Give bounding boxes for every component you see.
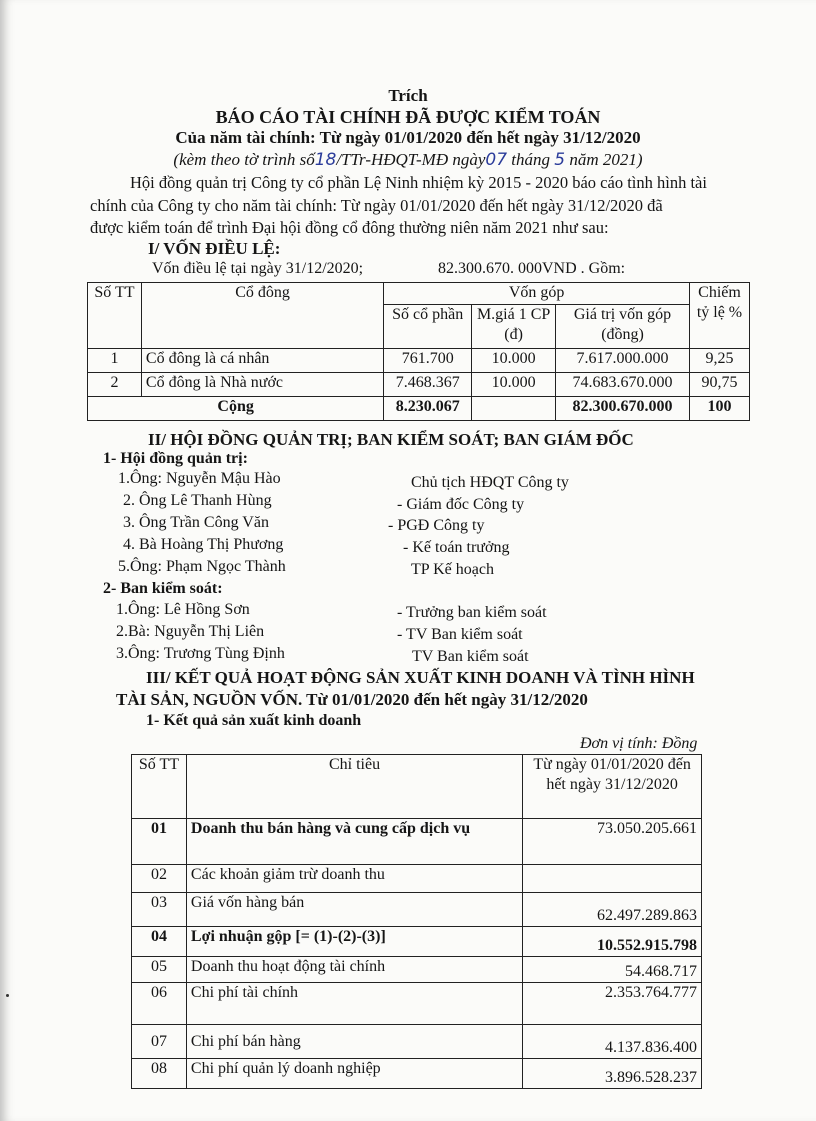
table-row [132, 1025, 702, 1059]
header-period: Từ ngày 01/01/2020 đến hết ngày 31/12/2020 [523, 755, 702, 819]
supervisor-name: 3.Ông: Trương Tùng Định [116, 645, 285, 662]
capital-value: 82.300.670. 000VND . Gồm: [438, 260, 626, 277]
unit-note: Đơn vị tính: Đồng [580, 735, 698, 752]
supervisor-role: - TV Ban kiểm soát [397, 626, 523, 643]
supervisor-name: 2.Bà: Nguyễn Thị Liên [116, 623, 265, 640]
excerpt-label: Trích [388, 86, 428, 105]
section-3-heading-line-2: TÀI SẢN, NGUỒN VỐN. Từ 01/01/2020 đến hết ngày 31/12/2020 [116, 690, 588, 709]
row-stt: 07 [132, 1025, 187, 1059]
supervisor-name: 1.Ông: Lê Hồng Sơn [116, 601, 250, 618]
row-value: 2.353.764.777 [523, 983, 702, 1025]
row-stt: 02 [132, 865, 187, 893]
row-stt: 01 [132, 819, 187, 865]
row-value [523, 865, 702, 893]
total-shares: 8.230.067 [384, 397, 472, 421]
header-stt: Số TT [88, 283, 142, 349]
ref-month: 5 [554, 150, 566, 170]
total-ratio: 100 [689, 397, 749, 421]
row-shares: 7.468.367 [384, 373, 472, 397]
header-shareholder: Cổ đông [141, 283, 383, 349]
total-par-empty [472, 397, 556, 421]
report-title: BÁO CÁO TÀI CHÍNH ĐÃ ĐƯỢC KIỂM TOÁN [215, 107, 601, 127]
header-indicator: Chỉ tiêu [186, 755, 522, 819]
table-row [132, 1059, 702, 1089]
intro-line-3: được kiểm toán để trình Đại hội đồng cổ đông thường niên năm 2021 như sau: [90, 218, 609, 237]
row-stt: 05 [132, 957, 187, 983]
ref-prefix: (kèm theo tờ trình số [173, 150, 315, 169]
total-label: Cộng [88, 397, 384, 421]
row-indicator: Chi phí bán hàng [186, 1025, 522, 1059]
row-value: 74.683.670.000 [556, 373, 690, 397]
table-row [132, 819, 702, 865]
ref-month-label: tháng [507, 150, 555, 169]
ref-mid: /TTr-HĐQT-MĐ ngày [336, 150, 486, 169]
scan-speck [6, 994, 9, 997]
table-row [132, 983, 702, 1025]
board-member-role: - PGĐ Công ty [388, 517, 485, 534]
report-subtitle: Của năm tài chính: Từ ngày 01/01/2020 đến hết ngày 31/12/2020 [175, 128, 641, 147]
row-par-value: 10.000 [472, 349, 556, 373]
board-member-name: 1.Ông: Nguyễn Mậu Hào [118, 470, 281, 487]
business-results-table [131, 754, 702, 1089]
capital-table [87, 282, 750, 421]
board-member-name: 2. Ông Lê Thanh Hùng [123, 492, 272, 509]
row-stt: 04 [132, 927, 187, 957]
business-results-heading: 1- Kết quả sản xuất kinh doanh [146, 712, 362, 729]
board-member-role: Chủ tịch HĐQT Công ty [411, 474, 569, 491]
header-contribution: Vốn góp [384, 283, 690, 305]
table-row [88, 373, 750, 397]
intro-line-2: chính của Công ty cho năm tài chính: Từ ngày 01/01/2020 đến hết ngày 31/12/2020 đã [90, 196, 663, 215]
section-1-heading: I/ VỐN ĐIỀU LỆ: [148, 239, 281, 258]
section-2-heading: II/ HỘI ĐỒNG QUẢN TRỊ; BAN KIỂM SOÁT; BAN GIÁM ĐỐC [148, 430, 634, 449]
row-ratio: 9,25 [689, 349, 749, 373]
row-value: 10.552.915.798 [523, 927, 702, 957]
board-member-role: - Kế toán trưởng [403, 539, 510, 556]
ref-suffix: năm 2021) [565, 150, 643, 169]
row-value: 62.497.289.863 [523, 893, 702, 927]
table-row [132, 865, 702, 893]
row-value: 7.617.000.000 [556, 349, 690, 373]
table-row [132, 957, 702, 983]
board-member-role: TP Kế hoạch [411, 561, 494, 578]
row-stt: 08 [132, 1059, 187, 1089]
capital-label: Vốn điều lệ tại ngày 31/12/2020; [152, 260, 364, 277]
supervisor-role: TV Ban kiểm soát [412, 648, 529, 665]
ref-number: 18 [314, 150, 337, 170]
report-reference [0, 150, 816, 170]
header-par-value: M.giá 1 CP (đ) [472, 305, 556, 349]
table-row [88, 349, 750, 373]
row-value: 54.468.717 [523, 957, 702, 983]
row-par-value: 10.000 [472, 373, 556, 397]
board-member-name: 5.Ông: Phạm Ngọc Thành [118, 558, 286, 575]
row-ratio: 90,75 [689, 373, 749, 397]
header-stt: Số TT [132, 755, 187, 819]
header-shares: Số cổ phần [384, 305, 472, 349]
row-value: 73.050.205.661 [523, 819, 702, 865]
board-member-name: 3. Ông Trần Công Văn [123, 514, 269, 531]
row-indicator: Lợi nhuận gộp [= (1)-(2)-(3)] [186, 927, 522, 957]
row-stt: 06 [132, 983, 187, 1025]
row-indicator: Các khoản giảm trừ doanh thu [186, 865, 522, 893]
board-member-name: 4. Bà Hoàng Thị Phương [123, 536, 284, 553]
row-value: 3.896.528.237 [523, 1059, 702, 1089]
row-stt: 03 [132, 893, 187, 927]
board-heading: 1- Hội đồng quản trị: [103, 450, 248, 467]
row-value: 4.137.836.400 [523, 1025, 702, 1059]
total-row [88, 397, 750, 421]
supervisor-role: - Trưởng ban kiểm soát [397, 604, 547, 621]
ref-day: 07 [485, 150, 508, 170]
row-indicator: Doanh thu hoạt động tài chính [186, 957, 522, 983]
header-ratio: Chiếm tỷ lệ % [689, 283, 749, 349]
table-row [132, 927, 702, 957]
header-contribution-value: Giá trị vốn góp (đồng) [556, 305, 690, 349]
supervisory-heading: 2- Ban kiểm soát: [103, 580, 223, 597]
row-shares: 761.700 [384, 349, 472, 373]
intro-line-1: Hội đồng quản trị Công ty cổ phần Lệ Ninh nhiệm kỳ 2015 - 2020 báo cáo tình hình tài [130, 173, 707, 192]
table-row [132, 893, 702, 927]
row-shareholder: Cổ đông là Nhà nước [141, 373, 383, 397]
row-shareholder: Cổ đông là cá nhân [141, 349, 383, 373]
row-indicator: Doanh thu bán hàng và cung cấp dịch vụ [186, 819, 522, 865]
row-indicator: Giá vốn hàng bán [186, 893, 522, 927]
row-indicator: Chi phí tài chính [186, 983, 522, 1025]
row-stt: 2 [88, 373, 142, 397]
total-value: 82.300.670.000 [556, 397, 690, 421]
section-3-heading-line-1: III/ KẾT QUẢ HOẠT ĐỘNG SẢN XUẤT KINH DOANH VÀ TÌNH HÌNH [146, 668, 695, 687]
row-stt: 1 [88, 349, 142, 373]
board-member-role: - Giám đốc Công ty [397, 496, 525, 513]
row-indicator: Chi phí quản lý doanh nghiệp [186, 1059, 522, 1089]
